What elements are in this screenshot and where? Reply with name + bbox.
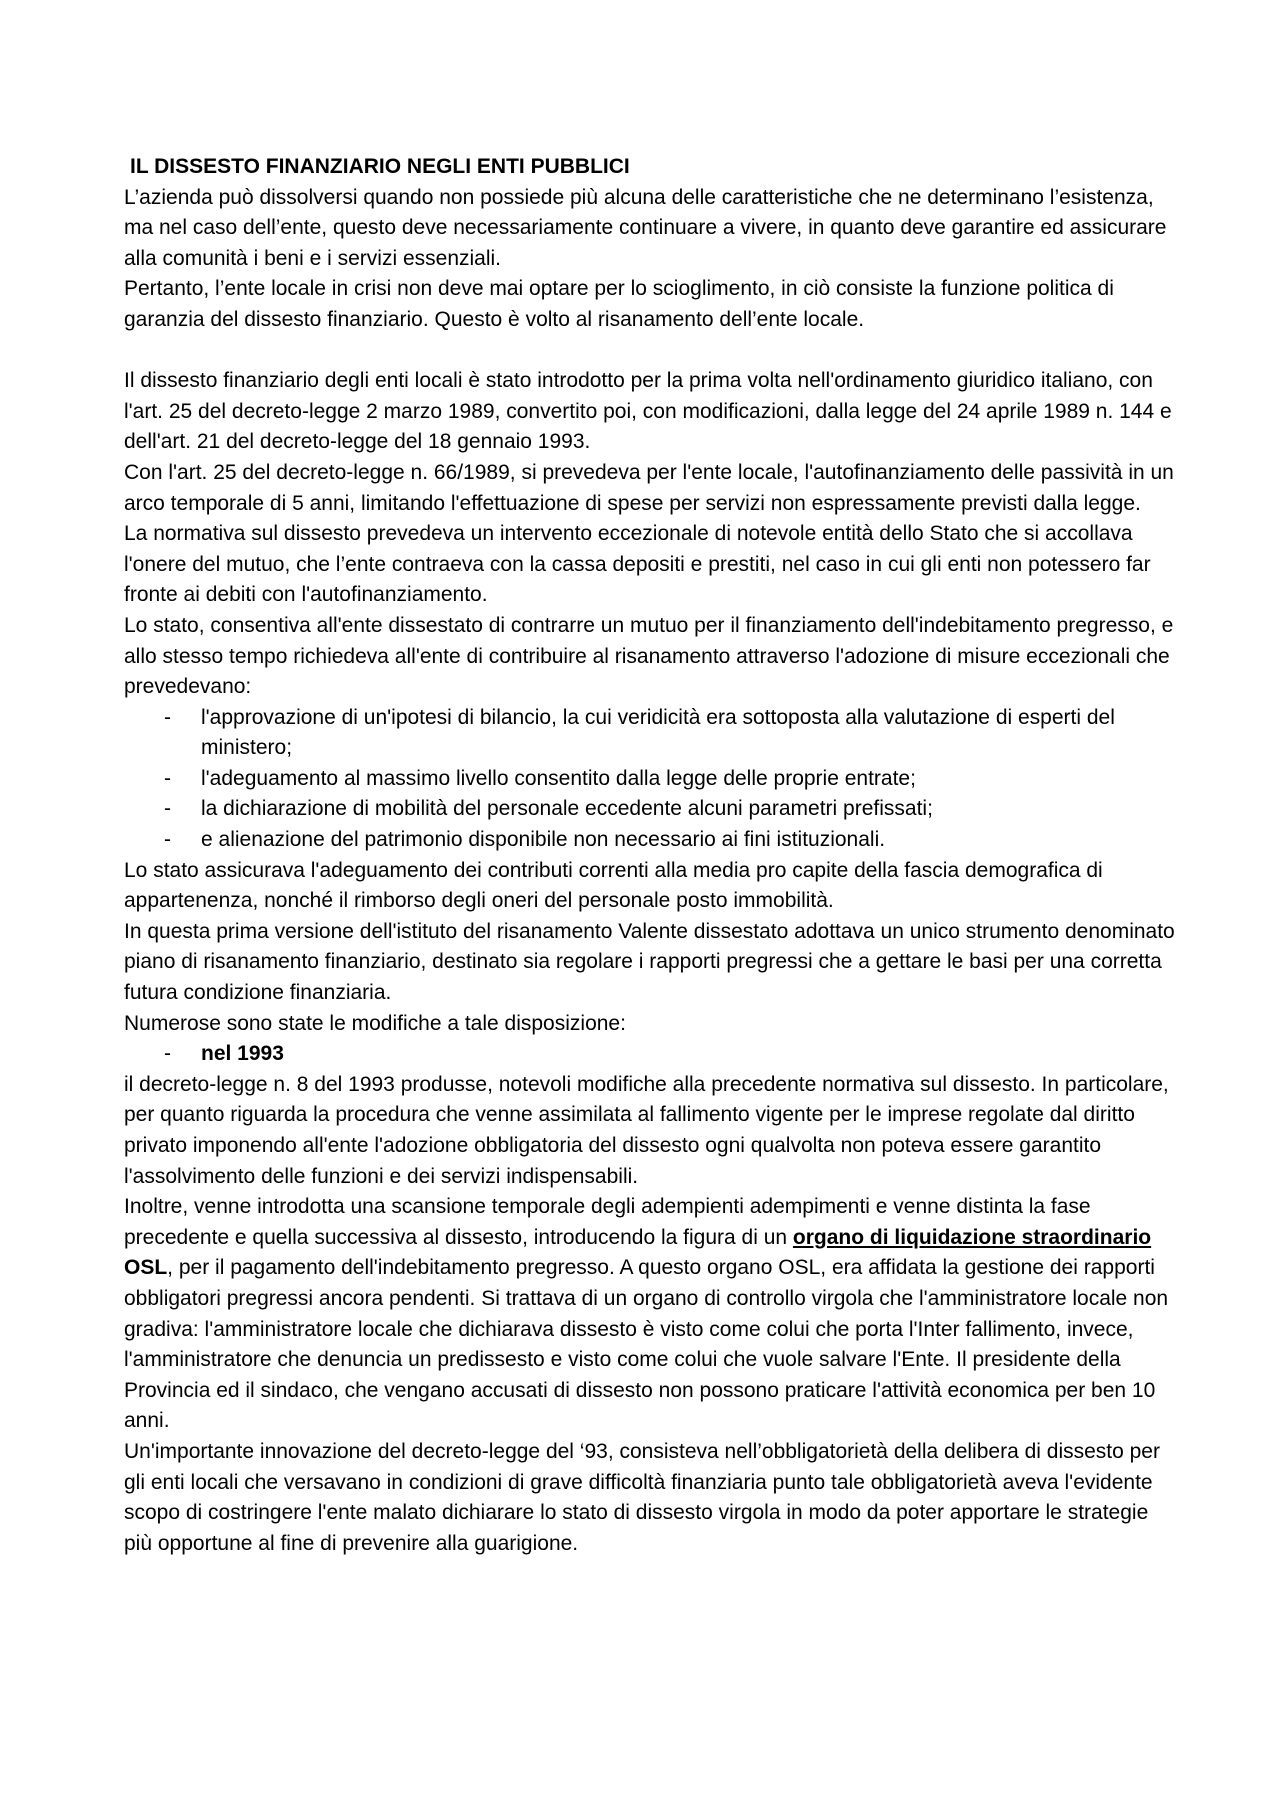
list-item-text: la dichiarazione di mobilità del personale eccedente alcuni parametri prefissati; bbox=[201, 797, 933, 821]
list-item bbox=[124, 1039, 1178, 1070]
document-title: IL DISSESTO FINANZIARIO NEGLI ENTI PUBBLICI bbox=[130, 155, 630, 178]
dash-bullet-icon: - bbox=[164, 766, 171, 790]
osl-text-after: , per il pagamento dell'indebitamento pregresso. A questo organo OSL, era affidata la gestione dei rapporti obbligatori pregressi ancora pendenti. Si trattava di un organo di controllo virgola che l'amministratore locale non gradiva: l'amministratore locale che dichiarava dissesto è visto come colui che porta l'Inter fallimento, invece, l'amministratore che denuncia un predissesto e visto come colui che vuole salvare l'Ente. Il presidente della Provincia ed il sindaco, che vengano accusati di dissesto non possono praticare l'attività economica per ben 10 anni. bbox=[124, 1256, 1169, 1433]
dash-bullet-icon: - bbox=[164, 705, 171, 729]
osl-paragraph bbox=[124, 1192, 1178, 1437]
intro-paragraph-1: L’azienda può dissolversi quando non possiede più alcuna delle caratteristiche che ne determinano l’esistenza, ma nel caso dell’ente, questo deve necessariamente continuare a vivere, in quanto deve garantire ed assicurare alla comunità i beni e i servizi essenziali. bbox=[124, 185, 1167, 270]
list-item-text: l'adeguamento al massimo livello consentito dalla legge delle proprie entrate; bbox=[201, 766, 916, 790]
modifications-intro-paragraph: Numerose sono state le modifiche a tale disposizione: bbox=[124, 1011, 626, 1035]
list-item bbox=[124, 703, 1178, 764]
osl-organ-link: organo di liquidazione straordinario bbox=[792, 1225, 1152, 1249]
year-list bbox=[124, 1039, 1178, 1070]
state-intervention-paragraph: La normativa sul dissesto prevedeva un intervento eccezionale di notevole entità dello Stato che si accollava l'onere del mutuo, che l’ente contraeva con la cassa depositi e prestiti, nel caso in cui gli enti non potessero far fronte ai debiti con l'autofinanziamento. bbox=[124, 522, 1151, 607]
list-item bbox=[124, 764, 1178, 795]
osl-acronym: OSL bbox=[124, 1256, 168, 1280]
obligatoriness-paragraph: Un'importante innovazione del decreto-legge del ‘93, consisteva nell’obbligatorietà della delibera di dissesto per gli enti locali che versavano in condizioni di grave difficoltà finanziaria punto tale obbligatorietà aveva l'evidente scopo di costringere l'ente malato dichiarare lo stato di dissesto virgola in modo da poter apportare le strategie più opportune al fine di prevenire alla guarigione. bbox=[124, 1439, 1160, 1555]
autofinancing-paragraph: Con l'art. 25 del decreto-legge n. 66/1989, si prevedeva per l'ente locale, l'autofinanziamento delle passività in un arco temporale di 5 anni, limitando l'effettuazione di spese per servizi non espressamente previsti dalla legge. bbox=[124, 460, 1174, 515]
osl-text-before: Inoltre, venne introdotta una scansione temporale degli adempienti adempimenti e venne distinta la fase precedente e quella successiva al dissesto, introducendo la figura di un bbox=[124, 1195, 1091, 1249]
list-item-text: e alienazione del patrimonio disponibile non necessario ai fini istituzionali. bbox=[201, 828, 886, 852]
measures-intro-paragraph: Lo stato, consentiva all'ente dissestato di contrarre un mutuo per il finanziamento dell'indebitamento pregresso, e allo stesso tempo richiedeva all'ente di contribuire al risanamento attraverso l'adozione di misure eccezionali che prevedevano: bbox=[124, 613, 1174, 699]
list-item bbox=[124, 794, 1178, 825]
list-item bbox=[124, 825, 1178, 856]
paragraph-gap bbox=[124, 336, 1178, 367]
intro-paragraph-2: Pertanto, l’ente locale in crisi non deve mai optare per lo scioglimento, in ciò consiste la funzione politica di garanzia del dissesto finanziario. Questo è volto al risanamento dell’ente locale. bbox=[124, 277, 1114, 331]
decree-1993-paragraph: il decreto-legge n. 8 del 1993 produsse, notevoli modifiche alla precedente normativa sul dissesto. In particolare, per quanto riguarda la procedura che venne assimilata al fallimento vigente per le imprese regolate dal diritto privato imponendo all'ente l'adozione obbligatoria del dissesto ogni qualvolta non poteva essere garantito l'assolvimento delle funzioni e dei servizi indispensabili. bbox=[124, 1072, 1169, 1188]
dash-bullet-icon: - bbox=[164, 797, 171, 821]
year-heading: nel 1993 bbox=[201, 1042, 284, 1066]
document-page bbox=[124, 152, 1178, 1559]
dash-bullet-icon: - bbox=[164, 1042, 171, 1066]
measures-list bbox=[124, 703, 1178, 856]
origin-paragraph: Il dissesto finanziario degli enti locali è stato introdotto per la prima volta nell'ordinamento giuridico italiano, con l'art. 25 del decreto-legge 2 marzo 1989, convertito poi, con modificazioni, dalla legge del 24 aprile 1989 n. 144 e dell'art. 21 del decreto-legge del 18 gennaio 1993. bbox=[124, 369, 1172, 454]
dash-bullet-icon: - bbox=[164, 828, 171, 852]
first-version-paragraph: In questa prima versione dell'istituto del risanamento Valente dissestato adottava un unico strumento denominato piano di risanamento finanziario, destinato sia regolare i rapporti pregressi che a gettare le basi per una corretta futura condizione finanziaria. bbox=[124, 919, 1175, 1005]
contributions-paragraph: Lo stato assicurava l'adeguamento dei contributi correnti alla media pro capite della fascia demografica di appartenenza, nonché il rimborso degli oneri del personale posto immobilità. bbox=[124, 858, 1103, 913]
list-item-text: l'approvazione di un'ipotesi di bilancio, la cui veridicità era sottoposta alla valutazione di esperti del ministero; bbox=[201, 705, 1115, 760]
